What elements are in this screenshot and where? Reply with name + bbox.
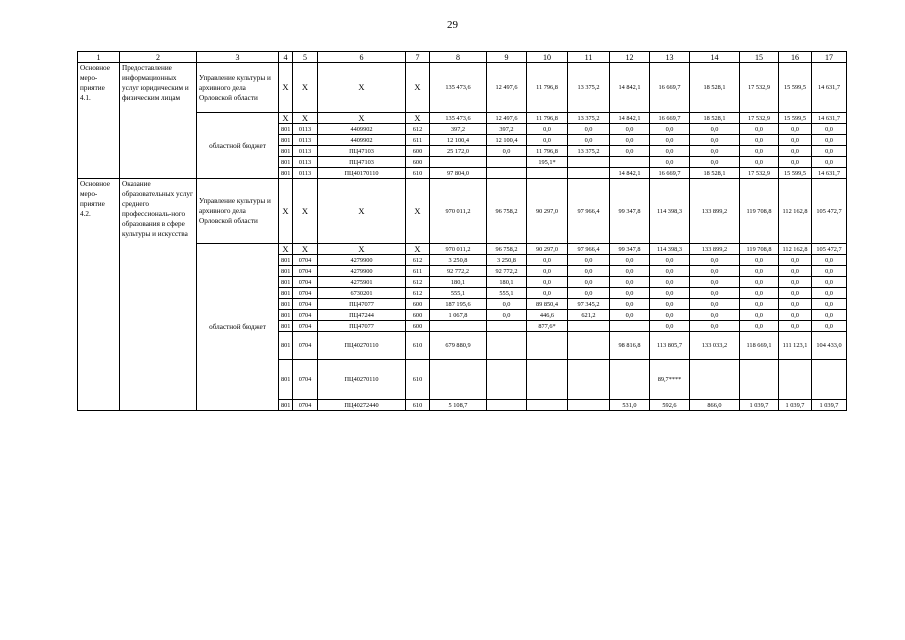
table-cell (487, 157, 527, 168)
table-cell: 4279900 (318, 255, 406, 266)
table-cell: 0,0 (527, 124, 568, 135)
table-cell: 17 532,9 (740, 113, 779, 124)
table-cell: 0113 (293, 146, 318, 157)
table-cell: 0,0 (779, 299, 812, 310)
table-cell: 1 039,7 (812, 400, 847, 411)
table-cell (779, 360, 812, 400)
table-cell: 105 472,7 (812, 244, 847, 255)
table-cell: 0,0 (527, 135, 568, 146)
table-cell: 555,1 (430, 288, 487, 299)
table-cell: 0,0 (740, 310, 779, 321)
table-cell: 0,0 (650, 321, 690, 332)
table-cell: 92 772,2 (487, 266, 527, 277)
table-cell (568, 332, 610, 360)
table-cell: 0,0 (812, 277, 847, 288)
table-cell: 0,0 (610, 277, 650, 288)
table-cell: X (318, 63, 406, 113)
table-cell (527, 332, 568, 360)
table-cell: 0,0 (650, 266, 690, 277)
header-cell: 12 (610, 52, 650, 63)
table-cell: 877,6* (527, 321, 568, 332)
table-cell: 11 796,8 (527, 63, 568, 113)
table-cell: 970 011,2 (430, 179, 487, 244)
header-cell: 5 (293, 52, 318, 63)
table-cell: 0,0 (740, 321, 779, 332)
header-cell: 4 (279, 52, 293, 63)
table-cell: X (279, 63, 293, 113)
table-cell: 555,1 (487, 288, 527, 299)
table-cell: 531,0 (610, 400, 650, 411)
table-cell: 0,0 (527, 277, 568, 288)
table-cell: 12 497,6 (487, 63, 527, 113)
table-cell: 15 599,5 (779, 113, 812, 124)
table-cell: 16 669,7 (650, 168, 690, 179)
table-cell (527, 360, 568, 400)
table-cell: 0704 (293, 400, 318, 411)
table-cell: 14 842,1 (610, 168, 650, 179)
table-cell: 25 172,0 (430, 146, 487, 157)
table-cell: ПЦ40170110 (318, 168, 406, 179)
table-cell: 187 195,6 (430, 299, 487, 310)
table-cell: X (318, 244, 406, 255)
table-cell: X (279, 113, 293, 124)
table-cell: 0,0 (779, 135, 812, 146)
table-cell: 0,0 (812, 299, 847, 310)
table-cell: 4279900 (318, 266, 406, 277)
table-cell: 0,0 (610, 288, 650, 299)
table-cell: 801 (279, 332, 293, 360)
table-cell: 96 758,2 (487, 244, 527, 255)
table-cell: X (293, 179, 318, 244)
table-cell: 0,0 (650, 277, 690, 288)
table-cell: 0,0 (568, 277, 610, 288)
table-cell: 13 375,2 (568, 113, 610, 124)
table-cell: 0704 (293, 299, 318, 310)
table-cell (568, 360, 610, 400)
table-cell: 0,0 (690, 299, 740, 310)
table-cell: 133 899,2 (690, 244, 740, 255)
table-cell (740, 360, 779, 400)
table-cell: 0,0 (779, 255, 812, 266)
table-cell (430, 360, 487, 400)
table-cell: 17 532,9 (740, 63, 779, 113)
table-cell: 98 816,8 (610, 332, 650, 360)
header-cell: 2 (120, 52, 197, 63)
header-cell: 9 (487, 52, 527, 63)
table-cell: 0,0 (740, 157, 779, 168)
table-cell: 104 433,0 (812, 332, 847, 360)
table-cell: 90 297,0 (527, 179, 568, 244)
table-cell: 0,0 (812, 288, 847, 299)
table-cell: 13 375,2 (568, 63, 610, 113)
table-cell: 610 (406, 168, 430, 179)
header-cell: 10 (527, 52, 568, 63)
table-cell: 679 880,9 (430, 332, 487, 360)
table-cell: 99 347,8 (610, 244, 650, 255)
table-cell (527, 168, 568, 179)
table-cell: 112 162,8 (779, 179, 812, 244)
table-cell: 4409902 (318, 135, 406, 146)
table-cell: 0,0 (650, 146, 690, 157)
table-cell: ПЦ47077 (318, 299, 406, 310)
table-cell: X (293, 63, 318, 113)
table-cell (568, 157, 610, 168)
table-cell: 801 (279, 310, 293, 321)
budget-table (77, 51, 847, 411)
table-cell: 801 (279, 124, 293, 135)
table-cell: 135 473,6 (430, 63, 487, 113)
table-cell (568, 168, 610, 179)
table-cell: 0,0 (690, 277, 740, 288)
table-cell: 112 162,8 (779, 244, 812, 255)
table-cell: 0,0 (740, 255, 779, 266)
table-cell: 0,0 (740, 299, 779, 310)
table-cell: 801 (279, 266, 293, 277)
table-cell: 801 (279, 321, 293, 332)
table-cell: 0,0 (690, 321, 740, 332)
table-cell: 0,0 (812, 321, 847, 332)
table-cell: 0,0 (812, 310, 847, 321)
table-cell: 600 (406, 299, 430, 310)
table-cell: 0704 (293, 255, 318, 266)
table-cell (430, 321, 487, 332)
table-cell: 0,0 (779, 266, 812, 277)
table-cell: 13 375,2 (568, 146, 610, 157)
table-cell: 12 497,6 (487, 113, 527, 124)
table-cell: 0,0 (610, 146, 650, 157)
table-cell: 0,0 (740, 288, 779, 299)
table-cell: 0704 (293, 321, 318, 332)
table-cell: 0,0 (690, 146, 740, 157)
table-cell: 621,2 (568, 310, 610, 321)
responsible-executor: Управление культуры и архивного дела Орловской области (197, 63, 279, 113)
table-cell: 0704 (293, 288, 318, 299)
table-cell: 92 772,2 (430, 266, 487, 277)
table-cell: 600 (406, 157, 430, 168)
table-cell: 600 (406, 146, 430, 157)
table-cell: 970 011,2 (430, 244, 487, 255)
table-cell: 0,0 (812, 124, 847, 135)
table-cell: 97 966,4 (568, 244, 610, 255)
header-cell: 3 (197, 52, 279, 63)
table-cell: 600 (406, 310, 430, 321)
table-cell: 113 805,7 (650, 332, 690, 360)
table-cell: 592,6 (650, 400, 690, 411)
table-cell: 801 (279, 135, 293, 146)
table-cell: 111 123,1 (779, 332, 812, 360)
table-cell: 612 (406, 277, 430, 288)
table-cell: 0704 (293, 310, 318, 321)
table-cell: X (293, 113, 318, 124)
table-cell: 610 (406, 360, 430, 400)
table-cell: 600 (406, 321, 430, 332)
table-cell: 0,0 (812, 255, 847, 266)
table-cell: 0,0 (650, 157, 690, 168)
table-cell: 0,0 (740, 135, 779, 146)
table-cell: 0,0 (568, 255, 610, 266)
table-cell: 0,0 (650, 299, 690, 310)
table-cell: ПЦ40272440 (318, 400, 406, 411)
table-cell: 0,0 (740, 266, 779, 277)
table-cell (430, 157, 487, 168)
table-cell (610, 321, 650, 332)
table-cell: ПЦ40270110 (318, 360, 406, 400)
table-cell: 180,1 (430, 277, 487, 288)
table-cell: 119 708,8 (740, 179, 779, 244)
table-cell: 1 039,7 (779, 400, 812, 411)
table-cell: 97 966,4 (568, 179, 610, 244)
table-cell: 0,0 (650, 124, 690, 135)
table-cell: 612 (406, 288, 430, 299)
table-cell: 0,0 (487, 146, 527, 157)
table-cell: 0,0 (527, 255, 568, 266)
table-cell: 12 100,4 (430, 135, 487, 146)
funding-source: областной бюджет (197, 113, 279, 179)
table-cell: 801 (279, 400, 293, 411)
table-cell: 0,0 (812, 157, 847, 168)
table-cell: 0,0 (779, 321, 812, 332)
table-cell (487, 400, 527, 411)
table-cell: ПЦ40270110 (318, 332, 406, 360)
table-cell: 4275901 (318, 277, 406, 288)
table-cell: 133 033,2 (690, 332, 740, 360)
table-cell: 180,1 (487, 277, 527, 288)
table-cell: 97 345,2 (568, 299, 610, 310)
table-cell: 0,0 (740, 277, 779, 288)
table-cell: 397,2 (487, 124, 527, 135)
table-cell: 801 (279, 277, 293, 288)
table-cell: 0,0 (610, 310, 650, 321)
header-cell: 11 (568, 52, 610, 63)
header-cell: 14 (690, 52, 740, 63)
table-cell: 14 842,1 (610, 113, 650, 124)
table-cell: 0,0 (650, 310, 690, 321)
table-cell: 0,0 (690, 266, 740, 277)
page-number: 29 (447, 19, 458, 31)
table-cell: 114 398,3 (650, 179, 690, 244)
header-cell: 8 (430, 52, 487, 63)
table-cell: 0,0 (568, 124, 610, 135)
table-cell (568, 400, 610, 411)
table-cell: 119 708,8 (740, 244, 779, 255)
table-cell: 0,0 (779, 277, 812, 288)
table-cell: 0,0 (610, 299, 650, 310)
table-cell: 0,0 (610, 135, 650, 146)
table-cell (610, 157, 650, 168)
table-cell: X (318, 113, 406, 124)
table-cell: 612 (406, 124, 430, 135)
table-cell (568, 321, 610, 332)
table-cell (487, 332, 527, 360)
table-cell: 0,0 (568, 135, 610, 146)
table-cell: 0,0 (779, 157, 812, 168)
table-cell: 0704 (293, 360, 318, 400)
table-cell: 0,0 (812, 146, 847, 157)
table-cell: 18 528,1 (690, 63, 740, 113)
table-cell: 0,0 (690, 255, 740, 266)
table-cell: 0,0 (690, 310, 740, 321)
table-cell: 89,7**** (650, 360, 690, 400)
table-cell: 0,0 (527, 288, 568, 299)
table-cell: 801 (279, 299, 293, 310)
table-cell: 11 796,8 (527, 146, 568, 157)
table-cell: 0,0 (779, 310, 812, 321)
table-cell: 0,0 (487, 299, 527, 310)
table-cell: 0,0 (568, 288, 610, 299)
header-row (78, 52, 847, 63)
table-row (78, 63, 847, 113)
table-cell: X (406, 63, 430, 113)
table-cell: 3 250,8 (487, 255, 527, 266)
table-cell (487, 168, 527, 179)
table-cell: X (318, 179, 406, 244)
table-cell: 12 100,4 (487, 135, 527, 146)
table-cell: 11 796,8 (527, 113, 568, 124)
table-cell: X (406, 113, 430, 124)
header-cell: 15 (740, 52, 779, 63)
table-cell: 0,0 (650, 135, 690, 146)
table-cell: 0113 (293, 157, 318, 168)
table-cell: 6730201 (318, 288, 406, 299)
table-cell: 16 669,7 (650, 113, 690, 124)
table-cell: 16 669,7 (650, 63, 690, 113)
table-cell: 0,0 (610, 124, 650, 135)
table-cell: 0,0 (690, 124, 740, 135)
table-cell: ПЦ47103 (318, 157, 406, 168)
table-cell: 0,0 (690, 288, 740, 299)
table-cell: 0,0 (779, 124, 812, 135)
table-cell: 0,0 (690, 135, 740, 146)
table-cell: 14 631,7 (812, 113, 847, 124)
table-cell: 0,0 (527, 266, 568, 277)
measure-number: Основное меро-приятие 4.1. (78, 63, 120, 179)
table-cell: 0,0 (650, 255, 690, 266)
table-cell: 14 842,1 (610, 63, 650, 113)
table-cell: 866,0 (690, 400, 740, 411)
table-cell: 610 (406, 400, 430, 411)
responsible-executor: Управление культуры и архивного дела Орловской области (197, 179, 279, 244)
table-cell: X (406, 244, 430, 255)
table-cell: 18 528,1 (690, 168, 740, 179)
table-cell (527, 400, 568, 411)
table-cell: 801 (279, 146, 293, 157)
table-cell: 0113 (293, 135, 318, 146)
table-cell: 0,0 (610, 255, 650, 266)
funding-source: областной бюджет (197, 244, 279, 411)
measure-number: Основное меро-приятие 4.2. (78, 179, 120, 411)
table-cell: 0,0 (812, 135, 847, 146)
table-cell: 0,0 (812, 266, 847, 277)
table-cell: 14 631,7 (812, 63, 847, 113)
table-cell: 1 067,8 (430, 310, 487, 321)
table-cell: 0,0 (487, 310, 527, 321)
table-cell: 612 (406, 255, 430, 266)
table-cell: 99 347,8 (610, 179, 650, 244)
measure-name: Предоставление информационных услуг юридическим и физическим лицам (120, 63, 197, 179)
table-cell (487, 321, 527, 332)
table-cell: 4409902 (318, 124, 406, 135)
table-cell: 611 (406, 135, 430, 146)
table-cell: 135 473,6 (430, 113, 487, 124)
header-cell: 16 (779, 52, 812, 63)
table-cell: 90 297,0 (527, 244, 568, 255)
table-cell: 0113 (293, 168, 318, 179)
table-cell: 610 (406, 332, 430, 360)
table-cell: 0113 (293, 124, 318, 135)
header-cell: 7 (406, 52, 430, 63)
table-cell: 5 108,7 (430, 400, 487, 411)
table-cell: 0,0 (740, 124, 779, 135)
table-cell: 0704 (293, 266, 318, 277)
table-cell: 0,0 (740, 146, 779, 157)
table-cell: X (279, 179, 293, 244)
table-cell: 18 528,1 (690, 113, 740, 124)
table-cell: ПЦ47103 (318, 146, 406, 157)
table-cell: X (293, 244, 318, 255)
table-cell (690, 360, 740, 400)
table-cell: 0,0 (568, 266, 610, 277)
table-cell: 195,1* (527, 157, 568, 168)
header-cell: 1 (78, 52, 120, 63)
table-cell: 15 599,5 (779, 168, 812, 179)
table-cell: 801 (279, 360, 293, 400)
table-cell (812, 360, 847, 400)
table-cell: 97 804,0 (430, 168, 487, 179)
table-cell: 133 899,2 (690, 179, 740, 244)
table-cell: 0,0 (610, 266, 650, 277)
header-cell: 6 (318, 52, 406, 63)
table-cell: 611 (406, 266, 430, 277)
table-cell: 14 631,7 (812, 168, 847, 179)
table-cell: 1 039,7 (740, 400, 779, 411)
table-cell: 0,0 (779, 288, 812, 299)
header-cell: 13 (650, 52, 690, 63)
table-cell: 118 669,1 (740, 332, 779, 360)
table-cell: 0704 (293, 277, 318, 288)
header-cell: 17 (812, 52, 847, 63)
table-cell: 801 (279, 255, 293, 266)
table-cell: 397,2 (430, 124, 487, 135)
table-cell: 446,6 (527, 310, 568, 321)
measure-name: Оказание образовательных услуг среднего профессиональ-ного образования в сфере культуры и искусства (120, 179, 197, 411)
table-cell: ПЦ47077 (318, 321, 406, 332)
table-cell: 801 (279, 157, 293, 168)
table-cell: 0,0 (690, 157, 740, 168)
table-cell: 96 758,2 (487, 179, 527, 244)
table-cell: 89 850,4 (527, 299, 568, 310)
table-cell: 3 250,8 (430, 255, 487, 266)
table-cell (610, 360, 650, 400)
table-cell: 0704 (293, 332, 318, 360)
table-cell: 105 472,7 (812, 179, 847, 244)
table-cell: 15 599,5 (779, 63, 812, 113)
table-cell: 0,0 (650, 288, 690, 299)
table-cell: 0,0 (779, 146, 812, 157)
table-cell: 114 398,3 (650, 244, 690, 255)
table-cell: 801 (279, 288, 293, 299)
table-row (78, 179, 847, 244)
table-cell: X (406, 179, 430, 244)
table-cell: 801 (279, 168, 293, 179)
table-cell: X (279, 244, 293, 255)
table-cell: ПЦ47244 (318, 310, 406, 321)
table-cell (487, 360, 527, 400)
table-cell: 17 532,9 (740, 168, 779, 179)
